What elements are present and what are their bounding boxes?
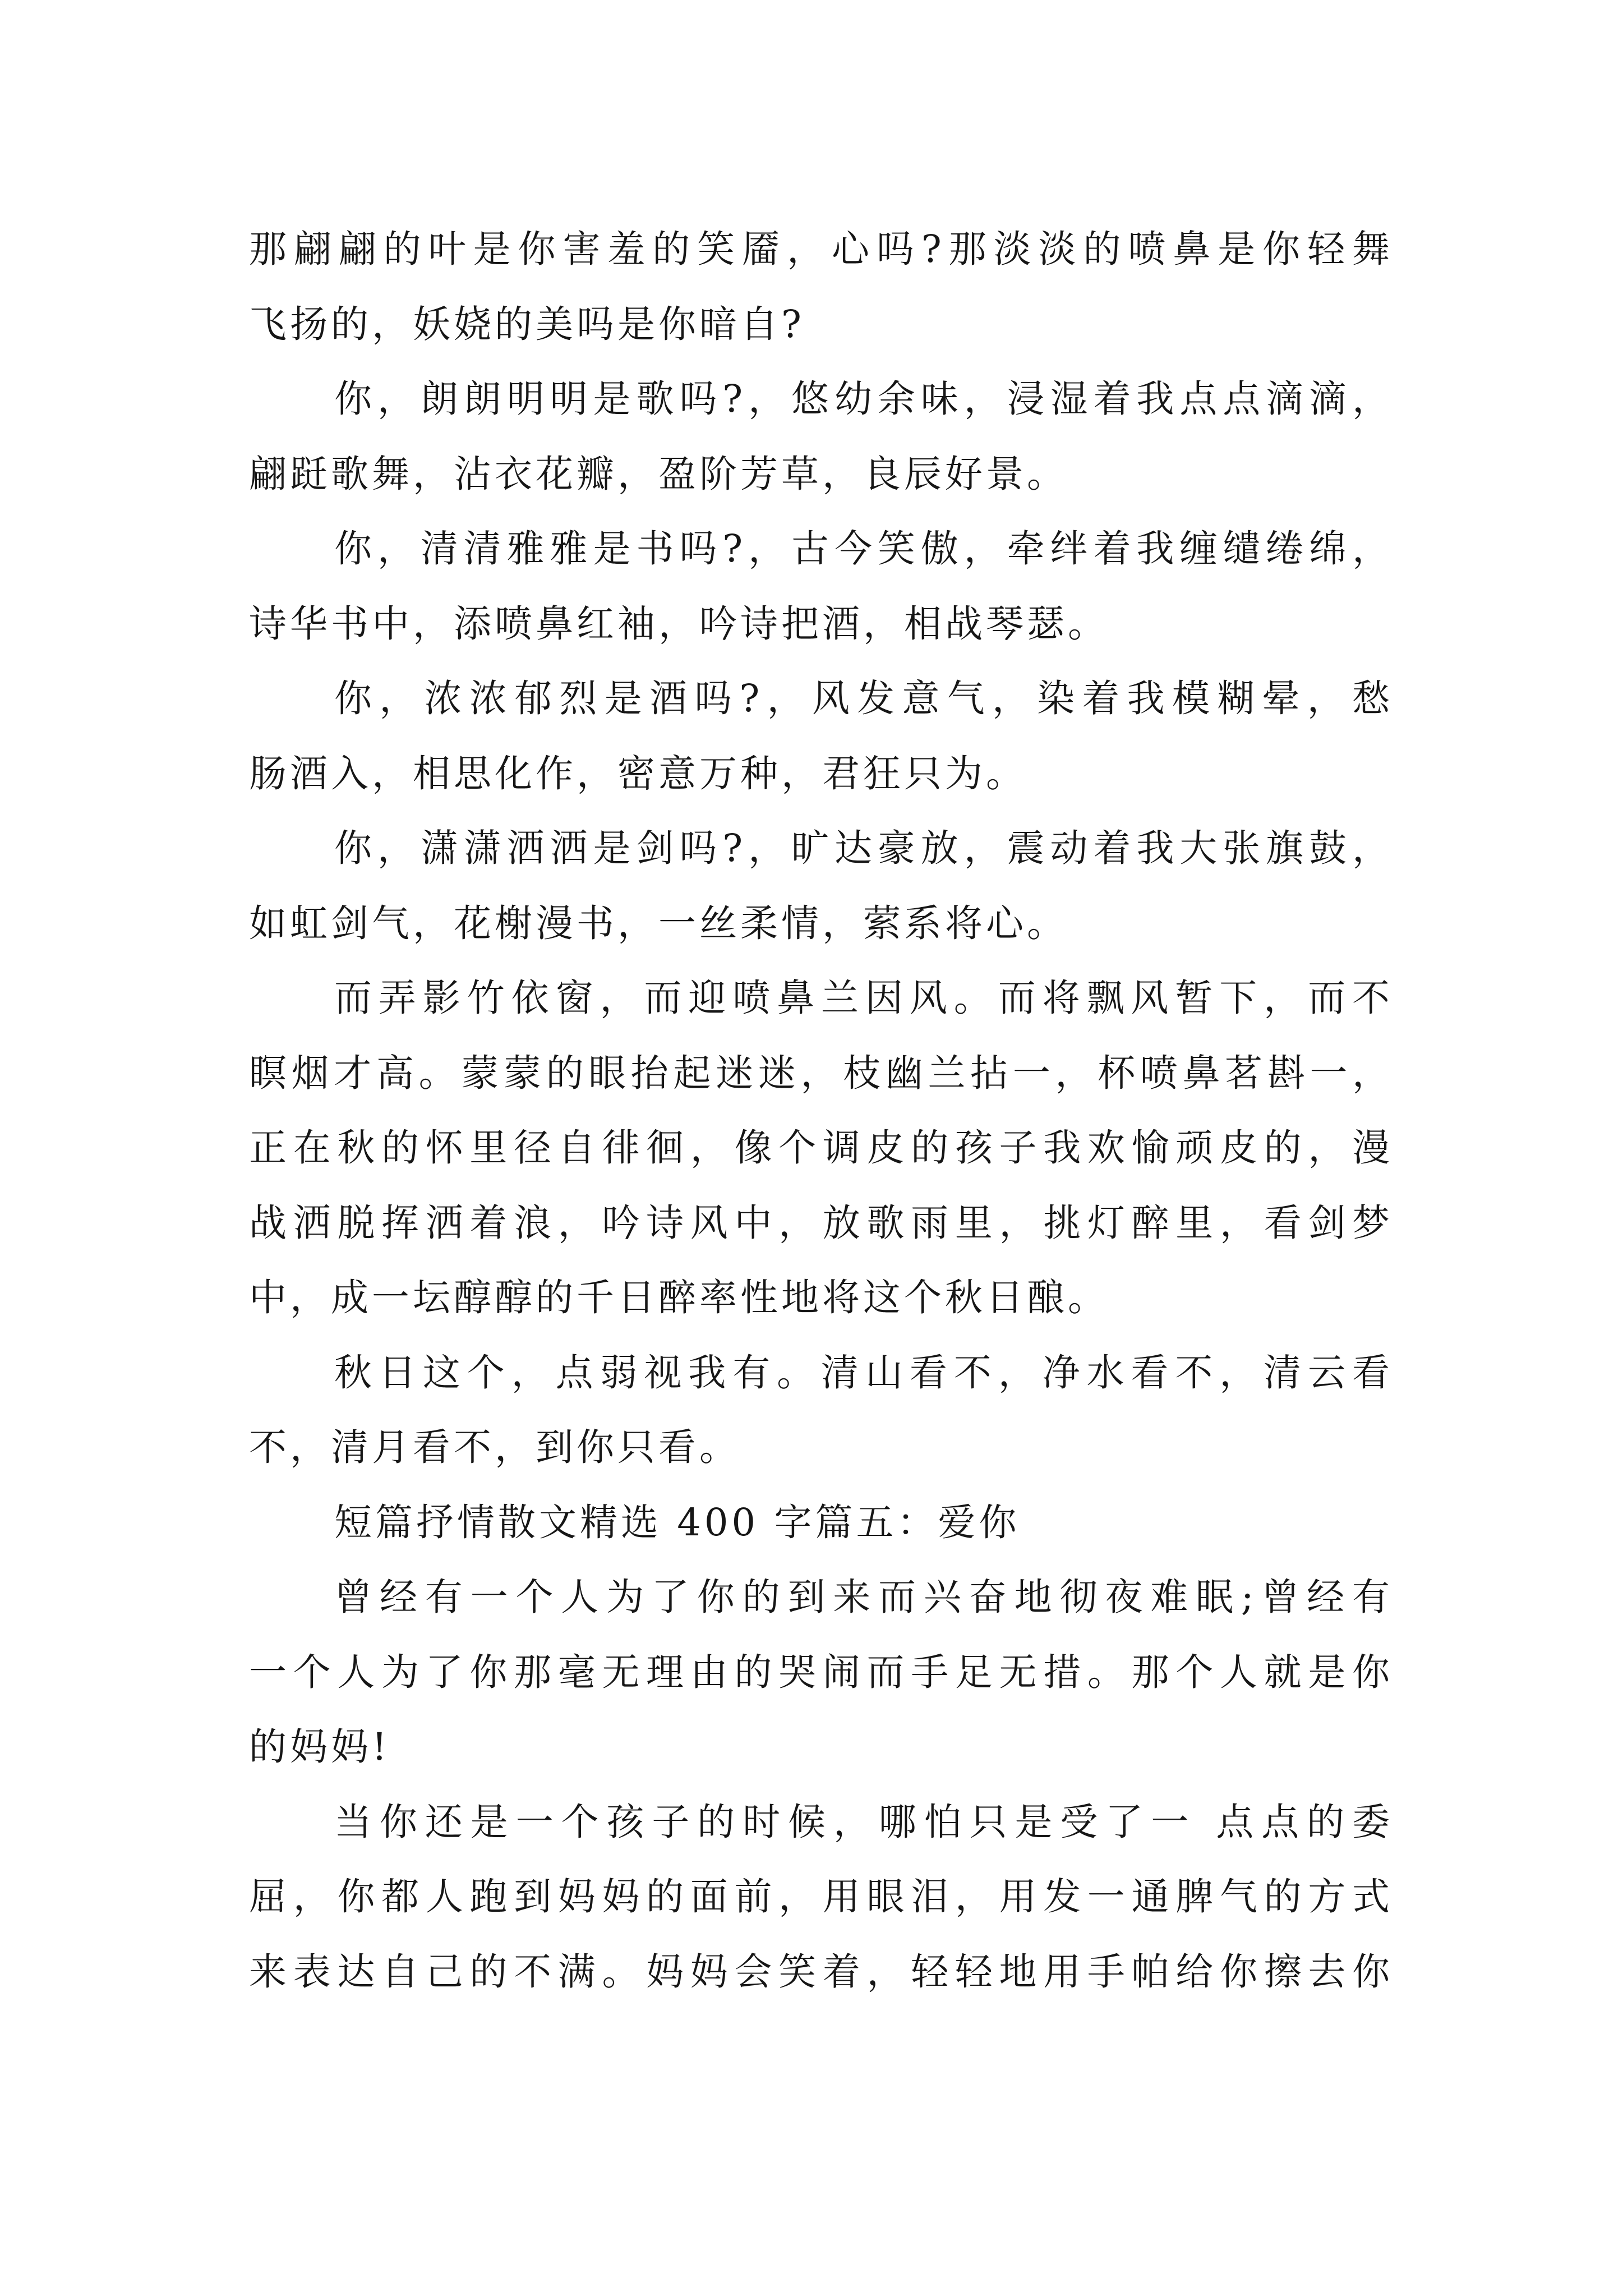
section-heading: 短篇抒情散文精选 400 字篇五：爱你	[334, 1500, 1020, 1544]
document-body	[249, 212, 1393, 2009]
text-line: 你，浓浓郁烈是酒吗?，风发意气，染着我模糊晕，愁	[334, 677, 1393, 720]
text-line: 而弄影竹依窗，而迎喷鼻兰因风。而将飘风暂下，而不	[334, 976, 1393, 1020]
text-line: 你，朗朗明明是歌吗?，悠幼余味，浸湿着我点点滴滴，	[334, 377, 1393, 421]
text-line: 秋日这个，点弱视我有。清山看不，净水看不，清云看	[334, 1350, 1393, 1395]
text-line: 曾经有一个人为了你的到来而兴奋地彻夜难眠;曾经有	[334, 1575, 1393, 1619]
text-line: 飞扬的，妖娆的美吗是你暗自?	[249, 302, 805, 346]
text-line: 你，潇潇洒洒是剑吗?，旷达豪放，震动着我大张旗鼓，	[334, 826, 1393, 870]
text-line: 如虹剑气，花榭漫书，一丝柔情，萦系将心。	[249, 901, 1068, 945]
text-line: 那翩翩的叶是你害羞的笑靥，心吗?那淡淡的喷鼻是你轻舞	[249, 227, 1393, 271]
text-line: 你，清清雅雅是书吗?，古今笑傲，牵绊着我缠缱绻绵，	[334, 527, 1393, 570]
text-line: 不，清月看不，到你只看。	[249, 1425, 740, 1469]
text-line: 中，成一坛醇醇的千日醉率性地将这个秋日酿。	[249, 1276, 1109, 1319]
text-line: 瞑烟才高。蒙蒙的眼抬起迷迷，枝幽兰拈一，杯喷鼻茗斟一，	[249, 1051, 1393, 1095]
text-line: 诗华书中，添喷鼻红袖，吟诗把酒，相战琴瑟。	[249, 601, 1109, 646]
text-line: 当你还是一个孩子的时候，哪怕只是受了一 点点的委	[334, 1800, 1393, 1844]
text-line: 翩跹歌舞，沾衣花瓣，盈阶芳草，良辰好景。	[249, 452, 1068, 496]
text-line: 一个人为了你那毫无理由的哭闹而手足无措。那个人就是你	[249, 1650, 1393, 1694]
text-line: 正在秋的怀里径自徘徊，像个调皮的孩子我欢愉顽皮的，漫	[249, 1126, 1393, 1170]
text-line: 肠酒入，相思化作，密意万种，君狂只为。	[249, 751, 1027, 795]
text-line: 战洒脱挥洒着浪，吟诗风中，放歌雨里，挑灯醉里，看剑梦	[249, 1200, 1393, 1245]
text-line: 来表达自己的不满。妈妈会笑着，轻轻地用手帕给你擦去你	[249, 1949, 1393, 1994]
text-line: 屈，你都人跑到妈妈的面前，用眼泪，用发一通脾气的方式	[249, 1875, 1393, 1918]
text-line: 的妈妈!	[249, 1725, 390, 1769]
